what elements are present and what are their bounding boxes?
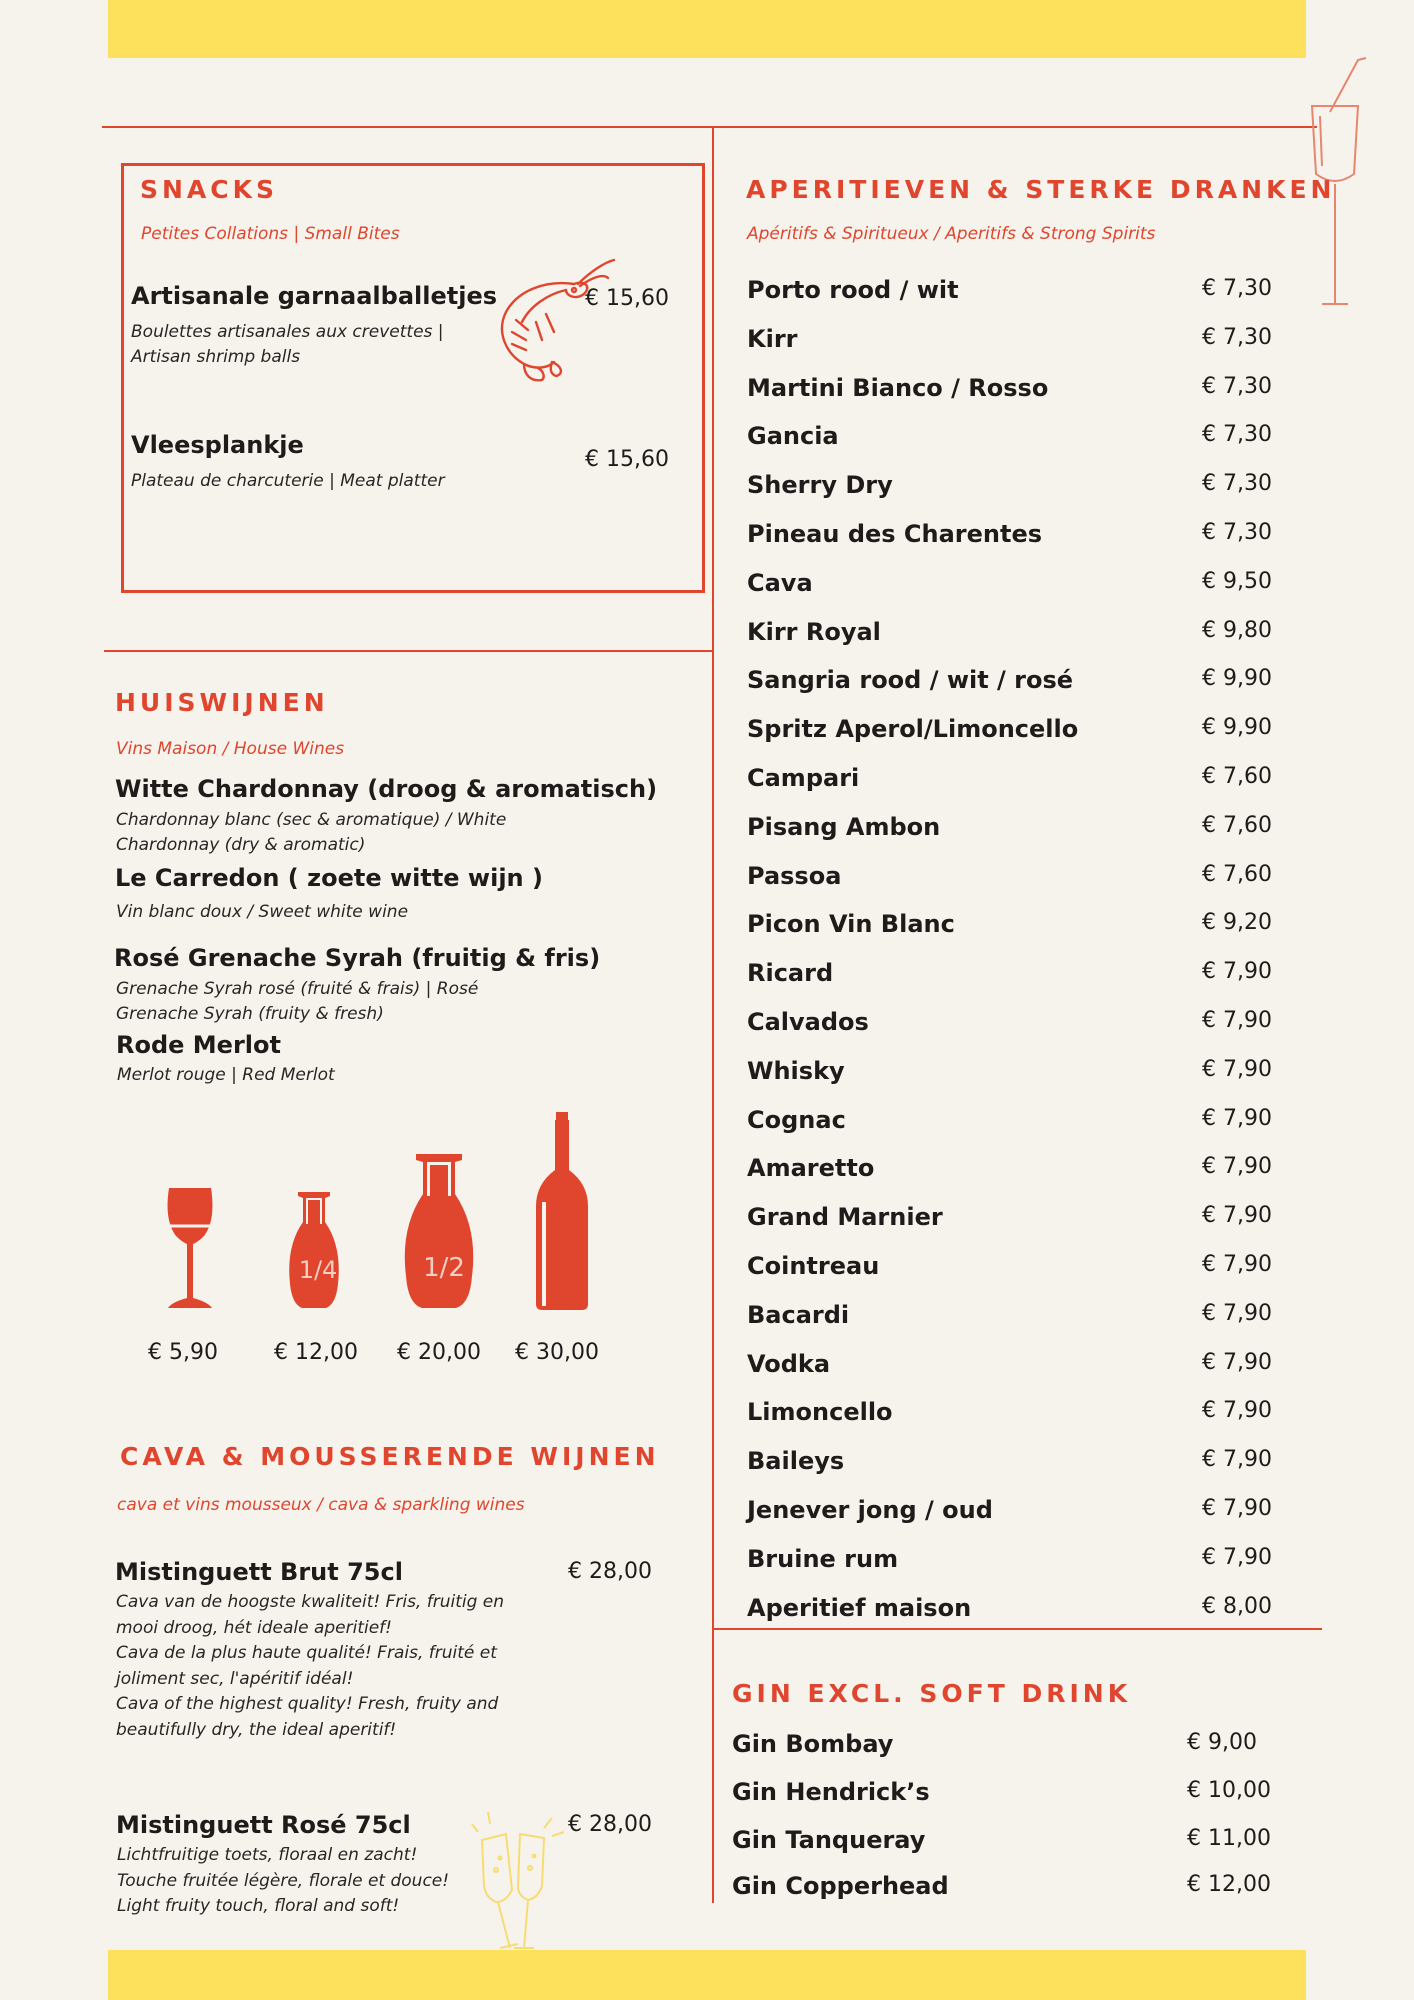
aperitif-row: [747, 1203, 1287, 1243]
gin-row: [732, 1778, 1272, 1818]
aperitif-row: [747, 1594, 1287, 1634]
gin-row: [732, 1826, 1272, 1866]
aperitif-price: € 7,30: [1202, 422, 1272, 448]
aperitif-price: € 7,60: [1202, 861, 1272, 887]
house-wines-heading: HUISWIJNEN: [115, 688, 329, 717]
aperitif-row: [747, 1447, 1287, 1487]
snack-price: € 15,60: [585, 286, 669, 311]
aperitif-row: [747, 813, 1287, 853]
aperitif-name: Cognac: [747, 1105, 846, 1134]
aperitif-name: Baileys: [747, 1447, 845, 1476]
small-carafe-icon: [284, 1188, 344, 1310]
aperitif-name: Bruine rum: [747, 1544, 899, 1573]
aperitif-row: [747, 471, 1287, 511]
snack-description: Boulettes artisanales aux crevettes | Artisan shrimp balls: [131, 322, 444, 367]
aperitif-row: [747, 1301, 1287, 1341]
wine-name: Le Carredon ( zoete witte wijn ): [115, 864, 543, 892]
gin-price: € 12,00: [1187, 1872, 1271, 1897]
aperitif-name: Cointreau: [747, 1252, 880, 1280]
aperitif-row: [747, 422, 1287, 462]
aperitif-name: Aperitief maison: [747, 1593, 972, 1622]
wine-description: Vin blanc doux / Sweet white wine: [116, 902, 409, 922]
gin-list: [732, 1730, 1272, 1920]
wine-description: Grenache Syrah rosé (fruité & frais) | Rosé Grenache Syrah (fruity & fresh): [116, 979, 479, 1024]
aperitif-row: [747, 1350, 1287, 1390]
aperitif-price: € 7,90: [1202, 1544, 1272, 1570]
aperitif-row: [747, 325, 1287, 365]
aperitif-row: [747, 764, 1287, 804]
aperitif-price: € 7,90: [1202, 1300, 1272, 1326]
house-wines-subtitle: Vins Maison / House Wines: [116, 739, 345, 759]
aperitif-price: € 7,90: [1202, 1154, 1272, 1180]
gin-price: € 9,00: [1187, 1730, 1257, 1755]
aperitif-price: € 7,90: [1202, 1252, 1272, 1277]
aperitif-name: Pineau des Charentes: [747, 520, 1043, 548]
champagne-glasses-icon: [462, 1810, 572, 1952]
gin-name: Gin Hendrick’s: [732, 1778, 930, 1806]
aperitif-name: Pisang Ambon: [747, 812, 941, 841]
aperitif-price: € 7,30: [1202, 324, 1272, 350]
aperitif-price: € 7,60: [1202, 764, 1272, 789]
cava-name: Mistinguett Rosé 75cl: [116, 1811, 411, 1839]
aperitif-name: Grand Marnier: [747, 1203, 943, 1232]
aperitif-price: € 7,90: [1202, 1349, 1272, 1375]
left-section-divider: [104, 650, 712, 652]
aperitif-row: [747, 1057, 1287, 1097]
aperitif-name: Ricard: [747, 959, 834, 988]
gin-heading: GIN EXCL. SOFT DRINK: [732, 1679, 1132, 1708]
aperitif-price: € 9,20: [1202, 910, 1272, 936]
aperitif-row: [747, 666, 1287, 706]
bottle-price: € 30,00: [515, 1340, 599, 1365]
large-carafe-icon: [400, 1150, 478, 1312]
aperitif-name: Sherry Dry: [747, 471, 893, 500]
aperitif-price: € 9,90: [1202, 666, 1272, 692]
wine-name: Rode Merlot: [116, 1031, 281, 1059]
cava-description: Cava van de hoogste kwaliteit! Fris, fruitig en mooi droog, hét ideale aperitief! Cava de la plus haute qualité! Frais, fruité et joliment sec, l'apéritif idéal! Cava of the highest quality! Fresh, fruity and beautifully dry, the ideal aperitif!: [116, 1592, 505, 1740]
aperitif-price: € 7,60: [1202, 812, 1272, 838]
aperitif-row: [747, 618, 1287, 658]
aperitif-price: € 7,90: [1202, 1447, 1272, 1473]
aperitif-price: € 9,80: [1202, 617, 1272, 643]
aperitif-name: Jenever jong / oud: [747, 1496, 993, 1524]
aperitif-price: € 7,90: [1202, 959, 1272, 985]
aperitifs-subtitle: Apéritifs & Spiritueux / Aperitifs & Strong Spirits: [747, 224, 1156, 244]
aperitif-name: Kirr: [747, 324, 798, 353]
aperitif-row: [747, 862, 1287, 902]
aperitif-price: € 7,90: [1202, 1056, 1272, 1082]
gin-name: Gin Copperhead: [732, 1872, 949, 1900]
shrimp-icon: [466, 250, 616, 390]
aperitif-price: € 7,90: [1202, 1105, 1272, 1131]
aperitif-row: [747, 1106, 1287, 1146]
aperitif-price: € 7,30: [1202, 373, 1272, 399]
snack-price: € 15,60: [585, 447, 669, 472]
aperitif-row: [747, 1496, 1287, 1536]
gin-row: [732, 1872, 1272, 1912]
gin-name: Gin Bombay: [732, 1730, 894, 1758]
aperitif-name: Calvados: [747, 1008, 869, 1036]
aperitif-name: Campari: [747, 764, 860, 792]
cava-description: Lichtfruitige toets, floraal en zacht! Touche fruitée légère, florale et douce! Light fruity touch, floral and soft!: [117, 1845, 450, 1916]
top-divider: [102, 126, 1317, 128]
carafe-label: 1/2: [423, 1253, 465, 1283]
cava-name: Mistinguett Brut 75cl: [115, 1558, 403, 1586]
aperitif-name: Spritz Aperol/Limoncello: [747, 715, 1079, 744]
aperitifs-list: [747, 276, 1287, 1636]
snack-name: Vleesplankje: [131, 431, 304, 459]
aperitif-name: Amaretto: [747, 1154, 875, 1183]
wine-bottle-icon: [532, 1110, 592, 1312]
top-band: [108, 0, 1306, 58]
aperitif-name: Kirr Royal: [747, 617, 881, 646]
aperitifs-heading: APERITIEVEN & STERKE DRANKEN: [746, 175, 1336, 204]
gin-row: [732, 1730, 1272, 1770]
quarter-carafe-price: € 12,00: [274, 1340, 358, 1365]
aperitif-name: Cava: [747, 568, 813, 597]
aperitif-row: [747, 715, 1287, 755]
aperitif-name: Vodka: [747, 1349, 831, 1378]
center-divider: [712, 126, 714, 1903]
gin-price: € 11,00: [1187, 1826, 1271, 1851]
aperitif-price: € 7,90: [1202, 1496, 1272, 1521]
aperitif-row: [747, 1398, 1287, 1438]
aperitif-price: € 7,30: [1202, 520, 1272, 545]
snack-name: Artisanale garnaalballetjes: [131, 282, 498, 310]
aperitif-row: [747, 1252, 1287, 1292]
aperitif-price: € 7,90: [1202, 1398, 1272, 1424]
aperitif-name: Martini Bianco / Rosso: [747, 373, 1049, 402]
gin-name: Gin Tanqueray: [732, 1826, 926, 1854]
aperitif-price: € 7,30: [1202, 471, 1272, 497]
aperitif-row: [747, 1008, 1287, 1048]
snack-description: Plateau de charcuterie | Meat platter: [131, 471, 445, 491]
aperitif-row: [747, 520, 1287, 560]
aperitif-price: € 7,90: [1202, 1203, 1272, 1229]
aperitif-row: [747, 374, 1287, 414]
aperitif-row: [747, 910, 1287, 950]
bottom-band: [108, 1950, 1306, 2000]
cava-heading: CAVA & MOUSSERENDE WIJNEN: [120, 1442, 660, 1471]
snacks-subtitle: Petites Collations | Small Bites: [141, 224, 400, 244]
aperitif-row: [747, 959, 1287, 999]
gin-price: € 10,00: [1187, 1778, 1271, 1803]
wine-description: Chardonnay blanc (sec & aromatique) / White Chardonnay (dry & aromatic): [116, 810, 507, 855]
wine-glass-icon: [160, 1180, 220, 1315]
aperitif-name: Sangria rood / wit / rosé: [747, 666, 1074, 695]
aperitif-name: Gancia: [747, 422, 839, 451]
aperitif-name: Whisky: [747, 1056, 845, 1085]
glass-price: € 5,90: [148, 1340, 218, 1365]
aperitif-name: Passoa: [747, 861, 842, 890]
aperitif-row: [747, 276, 1287, 316]
aperitif-price: € 9,90: [1202, 715, 1272, 741]
aperitif-price: € 9,50: [1202, 568, 1272, 594]
cava-subtitle: cava et vins mousseux / cava & sparkling wines: [117, 1495, 525, 1515]
aperitif-row: [747, 1154, 1287, 1194]
half-carafe-price: € 20,00: [397, 1340, 481, 1365]
aperitif-name: Picon Vin Blanc: [747, 910, 955, 939]
aperitif-price: € 7,30: [1202, 276, 1272, 301]
wine-name: Rosé Grenache Syrah (fruitig & fris): [114, 944, 601, 972]
aperitif-name: Limoncello: [747, 1398, 893, 1427]
aperitif-row: [747, 569, 1287, 609]
aperitif-name: Bacardi: [747, 1300, 850, 1329]
carafe-label: 1/4: [298, 1256, 338, 1284]
wine-name: Witte Chardonnay (droog & aromatisch): [115, 775, 658, 803]
aperitif-name: Porto rood / wit: [747, 276, 959, 304]
aperitif-row: [747, 1545, 1287, 1585]
wine-description: Merlot rouge | Red Merlot: [117, 1065, 335, 1085]
aperitif-price: € 8,00: [1202, 1593, 1272, 1619]
cava-price: € 28,00: [568, 1812, 652, 1837]
cava-price: € 28,00: [568, 1559, 652, 1584]
aperitif-price: € 7,90: [1202, 1008, 1272, 1033]
snacks-heading: SNACKS: [140, 175, 279, 204]
